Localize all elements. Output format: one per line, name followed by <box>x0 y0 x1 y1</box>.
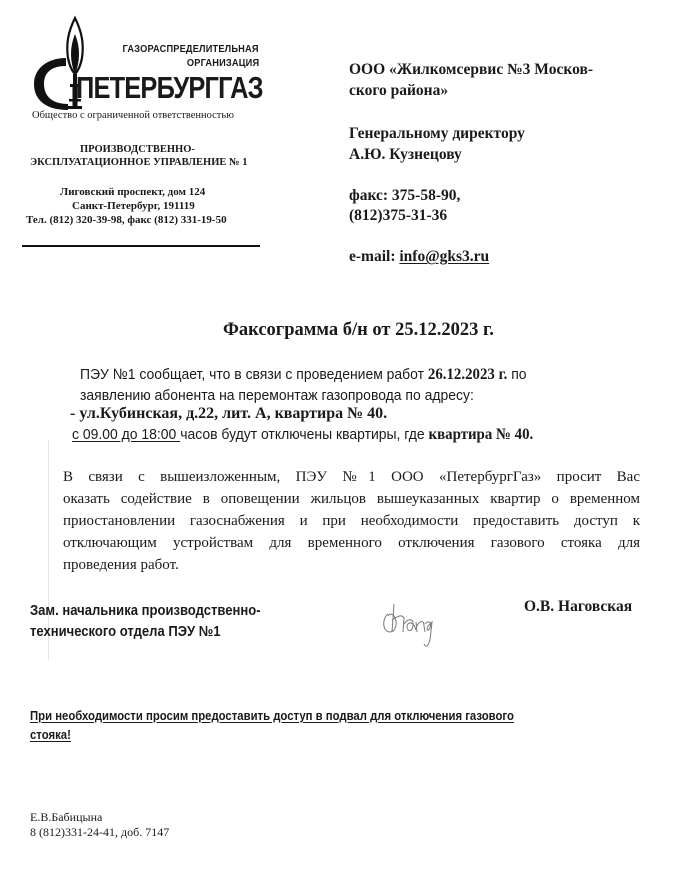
p1-line4-text: часов будут отключены квартиры, где <box>180 426 429 443</box>
handwritten-signature <box>380 596 444 648</box>
recipient-position: Генеральному директору <box>349 125 525 142</box>
apartment-number: квартира № 40. <box>428 426 534 443</box>
address-line2: Санкт-Петербург, 191119 <box>72 200 195 212</box>
work-date: 26.12.2023 г. <box>427 366 508 383</box>
email-link[interactable]: info@gks3.ru <box>399 248 490 265</box>
company-logo <box>28 14 263 121</box>
p2-line: приостановлении газоснабжения и при необходимости предоставить доступ к <box>63 513 640 529</box>
p1-text-end: по <box>507 366 527 383</box>
phone-line: Тел. (812) 320-39-98, факс (812) 331-19-50 <box>26 214 227 226</box>
p1-line1 <box>80 365 527 384</box>
p2-paragraph <box>63 466 640 576</box>
notice-line2 <box>30 727 71 742</box>
org-type-line2: ОРГАНИЗАЦИЯ <box>186 57 259 69</box>
document-title: Факсограмма б/н от 25.12.2023 г. <box>223 320 494 340</box>
p1-address: - ул.Кубинская, д.22, лит. А, квартира № 40. <box>70 405 388 422</box>
p1-line4 <box>72 426 533 444</box>
recipient-name: А.Ю. Кузнецову <box>349 146 462 163</box>
p1-line2: заявлению абонента на перемонтаж газопровода по адресу: <box>80 387 474 404</box>
p2-line: В связи с вышеизложенным, ПЭУ №1 ООО «ПетербургГаз» просит Вас <box>63 469 640 485</box>
recipient-company-line1: ООО «Жилкомсервис №3 Москов- <box>349 61 593 78</box>
signer-position-line2: технического отдела ПЭУ №1 <box>30 624 221 640</box>
contact-name: Е.В.Бабицына <box>30 810 103 824</box>
outage-time: с 09.00 до 18:00 <box>72 426 181 443</box>
department-line2: ЭКСПЛУАТАЦИОННОЕ УПРАВЛЕНИЕ № 1 <box>30 157 248 168</box>
signer-name: О.В. Наговская <box>524 598 633 615</box>
p1-text: ПЭУ №1 сообщает, что в связи с проведением работ <box>80 366 428 383</box>
contact-phone: 8 (812)331-24-41, доб. 7147 <box>30 825 170 839</box>
department-line1: ПРОИЗВОДСТВЕННО- <box>80 144 195 155</box>
p2-line: проведения работ. <box>63 557 179 573</box>
notice-text-1: При необходимости просим предоставить доступ в подвал для отключения газового <box>30 708 514 723</box>
email-label: e-mail: <box>349 248 400 265</box>
letterhead-separator <box>22 245 260 247</box>
recipient-email-row <box>349 247 489 266</box>
notice-line1 <box>30 708 514 723</box>
p2-line: оказать содействие в оповещении жильцов вышеуказанных квартир о временном <box>63 491 640 507</box>
recipient-fax-line1: факс: 375-58-90, <box>349 187 461 204</box>
org-legal-form: Общество с ограниченной ответственностью <box>32 110 235 121</box>
notice-text-2: стояка! <box>30 727 71 742</box>
recipient-fax-line2: (812)375-31-36 <box>349 207 448 224</box>
signer-position-line1: Зам. начальника производственно- <box>30 603 261 619</box>
p2-line: отключающим устройствам для временного отключения газового стояка для <box>63 535 640 551</box>
address-line1: Лиговский проспект, дом 124 <box>60 186 206 198</box>
recipient-company-line2: ского района» <box>349 82 449 99</box>
org-name: ПЕТЕРБУРГГАЗ <box>76 70 263 105</box>
org-type-line1: ГАЗОРАСПРЕДЕЛИТЕЛЬНАЯ <box>122 43 259 55</box>
